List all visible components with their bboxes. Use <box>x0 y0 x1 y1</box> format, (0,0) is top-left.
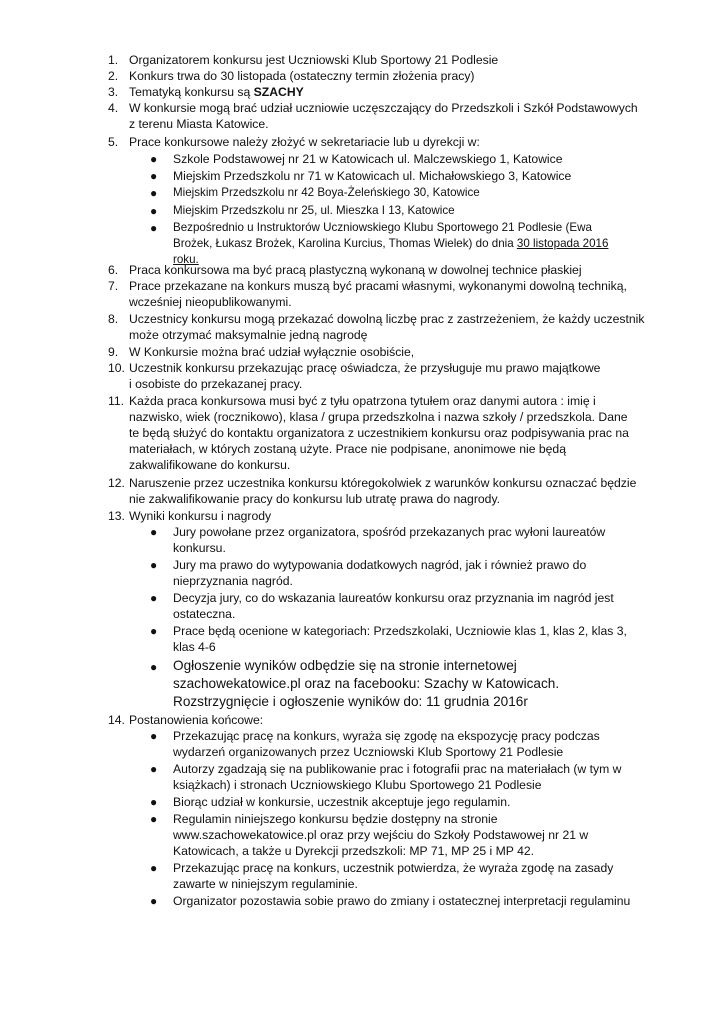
item-text-line2: i osobiste do przekazanej pracy. <box>129 377 303 391</box>
bullet-icon: ● <box>150 558 158 572</box>
item-text: W konkursie mogą brać udział uczniowie uczęszczający do Przedszkoli i Szkół Podstawowych <box>129 101 638 115</box>
deadline-date: 30 listopada 2016 <box>516 237 609 250</box>
item-number: 8. <box>108 312 119 326</box>
bullet-text-plain: Brożek, Łukasz Brożek, Karolina Kurcius, Thomas Wielek) do dnia <box>173 237 517 250</box>
item-number: 4. <box>108 101 119 115</box>
item-text: Konkurs trwa do 30 listopada (ostateczny termin złożenia pracy) <box>129 69 475 83</box>
bullet-icon: ● <box>150 186 158 200</box>
item-text-line5: zakwalifikowane do konkursu. <box>129 458 291 472</box>
item-text: Uczestnicy konkursu mogą przekazać dowolną liczbę prac z zastrzeżeniem, że każdy uczestnik <box>129 312 645 326</box>
item-text-plain: Tematyką konkursu są <box>129 85 254 99</box>
item-text-line2: wcześniej nieopublikowanymi. <box>129 295 292 309</box>
bullet-text-line1: Ogłoszenie wyników odbędzie się na stronie internetowej <box>173 658 517 673</box>
bullet-icon: ● <box>150 812 158 826</box>
bullet-icon: ● <box>150 729 158 743</box>
bullet-text-line2: szachowekatowice.pl oraz na facebooku: Szachy w Katowicach. <box>173 676 560 691</box>
bullet-text-line2: ostateczna. <box>173 607 236 621</box>
bullet-icon: ● <box>150 152 158 166</box>
item-text: Praca konkursowa ma być pracą plastyczną wykonaną w dowolnej technice płaskiej <box>129 263 582 277</box>
bullet-text-line1: Regulamin niniejszego konkursu będzie dostępny na stronie <box>173 812 498 826</box>
bullet-icon: ● <box>150 861 158 875</box>
item-text: W Konkursie można brać udział wyłącznie osobiście, <box>129 345 415 359</box>
item-text-line2: może otrzymać maksymalnie jedną nagrodę <box>129 328 368 342</box>
item-number: 1. <box>108 53 119 67</box>
bullet-text-line1: Prace będą ocenione w kategoriach: Przedszkolaki, Uczniowie klas 1, klas 2, klas 3, <box>173 624 627 638</box>
bullet-icon: ● <box>150 795 158 809</box>
bullet-text-line2: wydarzeń organizowanych przez Uczniowski Klub Sportowy 21 Podlesie <box>173 745 564 759</box>
item-number: 12. <box>108 476 125 490</box>
item-text-line2: nazwisko, wiek (rocznikowo), klasa / grupa przedszkolna i nazwa szkoły / przedszkola. Dane <box>129 410 628 424</box>
bullet-icon: ● <box>150 894 158 908</box>
item-text-line2: z terenu Miasta Katowice. <box>129 117 269 131</box>
bullet-text-line2: zawarte w niniejszym regulaminie. <box>173 877 358 891</box>
bullet-icon: ● <box>150 204 158 218</box>
bullet-text-line2: www.szachowekatowice.pl oraz przy wejściu do Szkoły Podstawowej nr 21 w <box>173 828 589 842</box>
bullet-text-line1: Organizator pozostawia sobie prawo do zmiany i ostatecznej interpretacji regulaminu <box>173 894 631 908</box>
item-number: 10. <box>108 361 125 375</box>
item-text: Naruszenie przez uczestnika konkursu któregokolwiek z warunków konkursu oznaczać będzie <box>129 476 637 490</box>
bullet-text-line2: klas 4-6 <box>173 640 216 654</box>
item-number: 7. <box>108 279 119 293</box>
item-text: Wyniki konkursu i nagrody <box>129 509 272 523</box>
bullet-text-line2 <box>173 236 643 252</box>
bullet-icon: ● <box>150 660 158 674</box>
item-number: 5. <box>108 135 119 149</box>
bullet-text: Miejskim Przedszkolu nr 42 Boya-Żeleńskiego 30, Katowice <box>173 186 480 199</box>
item-text-line1: Każda praca konkursowa musi być z tyłu opatrzona tytułem oraz danymi autora : imię i <box>129 394 596 408</box>
bullet-icon: ● <box>150 624 158 638</box>
bullet-text: Miejskim Przedszkolu nr 71 w Katowicach ul. Michałowskiego 3, Katowice <box>173 169 572 183</box>
item-text: Uczestnik konkursu przekazując pracę oświadcza, że przysługuje mu prawo majątkowe <box>129 361 601 375</box>
item-text: Organizatorem konkursu jest Uczniowski Klub Sportowy 21 Podlesie <box>129 53 499 67</box>
bullet-text-line1: Jury ma prawo do wytypowania dodatkowych nagród, jak i również prawo do <box>173 558 587 572</box>
bullet-text-line2: książkach) i stronach Uczniowskiego Klubu Sportowego 21 Podlesie <box>173 778 542 792</box>
item-text-line4: materiałach, w których zostaną użyte. Prace nie podpisane, anonimowe nie będą <box>129 442 566 456</box>
bullet-icon: ● <box>150 762 158 776</box>
bullet-text-line1: Autorzy zgadzają się na publikowanie prac i fotografii prac na materiałach (w tym w <box>173 762 622 776</box>
bullet-text-line1: Decyzja jury, co do wskazania laureatów konkursu oraz przyznania im nagród jest <box>173 591 614 605</box>
bullet-text-line3: Rozstrzygnięcie i ogłoszenie wyników do: 11 grudnia 2016r <box>173 694 528 709</box>
bullet-icon: ● <box>150 525 158 539</box>
item-number: 13. <box>108 509 125 523</box>
bullet-text-line2: nieprzyznania nagród. <box>173 574 293 588</box>
item-text-bold: SZACHY <box>253 85 304 99</box>
item-text-line2: nie zakwalifikowanie pracy do konkursu lub utratę prawa do nagrody. <box>129 492 501 506</box>
bullet-text-line1: Bezpośrednio u Instruktorów Uczniowskiego Klubu Sportowego 21 Podlesie (Ewa <box>173 221 592 234</box>
item-text: Prace konkursowe należy złożyć w sekretariacie lub u dyrekcji w: <box>129 135 480 149</box>
item-number: 11. <box>108 394 125 408</box>
bullet-text-line1: Biorąc udział w konkursie, uczestnik akceptuje jego regulamin. <box>173 795 511 809</box>
bullet-text-line2: konkursu. <box>173 541 226 555</box>
bullet-text-line1: Przekazując pracę na konkurs, uczestnik potwierdza, że wyraża zgodę na zasady <box>173 861 614 875</box>
item-number: 14. <box>108 713 125 727</box>
bullet-icon: ● <box>150 221 158 235</box>
bullet-text-line3: roku. <box>173 253 199 266</box>
item-text-line3: te będą służyć do kontaktu organizatora z uczestnikiem konkursu oraz podpisywania prac na <box>129 426 629 440</box>
bullet-text-line3: Katowicach, a także u Dyrekcji przedszkoli: MP 71, MP 25 i MP 42. <box>173 844 535 858</box>
item-number: 9. <box>108 345 119 359</box>
item-number: 6. <box>108 263 119 277</box>
bullet-text: Miejskim Przedszkolu nr 25, ul. Mieszka I 13, Katowice <box>173 204 455 217</box>
bullet-text: Szkole Podstawowej nr 21 w Katowicach ul. Malczewskiego 1, Katowice <box>173 152 563 166</box>
item-text <box>129 84 649 100</box>
bullet-icon: ● <box>150 169 158 183</box>
bullet-icon: ● <box>150 591 158 605</box>
item-text: Postanowienia końcowe: <box>129 713 264 727</box>
item-number: 2. <box>108 69 119 83</box>
item-number: 3. <box>108 85 119 99</box>
item-text: Prace przekazane na konkurs muszą być pracami własnymi, wykonanymi dowolną techniką, <box>129 279 627 293</box>
bullet-text-line1: Przekazując pracę na konkurs, wyraża się zgodę na ekspozycję pracy podczas <box>173 729 600 743</box>
bullet-text-line1: Jury powołane przez organizatora, spośród przekazanych prac wyłoni laureatów <box>173 525 606 539</box>
